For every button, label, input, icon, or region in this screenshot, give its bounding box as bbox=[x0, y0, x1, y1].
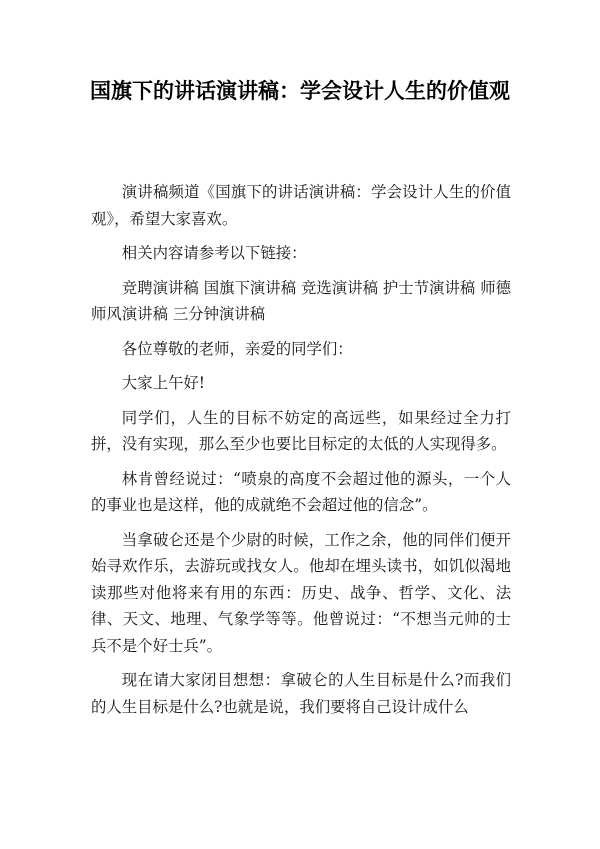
paragraph-links-label: 相关内容请参考以下链接： bbox=[121, 244, 307, 262]
document-body bbox=[91, 179, 511, 728]
paragraph-lincoln-quote: 林肯曾经说过：“喷泉的高度不会超过他的源头，一个人的事业也是这样，他的成就绝不会超过他的信念”。 bbox=[91, 469, 511, 514]
paragraph-related-links: 竞聘演讲稿 国旗下演讲稿 竞选演讲稿 护士节演讲稿 师德师风演讲稿 三分钟演讲稿 bbox=[91, 278, 511, 323]
paragraph-napoleon: 当拿破仑还是个少尉的时候，工作之余，他的同伴们便开始寻欢作乐，去游玩或找女人。他却在埋头读书，如饥似渴地读那些对他将来有用的东西：历史、战争、哲学、文化、法律、天文、地理、气象学等等。他曾说过：“不想当元帅的士兵不是个好士兵”。 bbox=[91, 530, 511, 655]
document-title: 国旗下的讲话演讲稿：学会设计人生的价值观 bbox=[90, 79, 510, 103]
paragraph-intro: 演讲稿频道《国旗下的讲话演讲稿：学会设计人生的价值观》，希望大家喜欢。 bbox=[91, 183, 511, 228]
paragraph-greeting: 各位尊敬的老师，亲爱的同学们： bbox=[121, 339, 353, 358]
paragraph-goals: 同学们，人生的目标不妨定的高远些，如果经过全力打拼，没有实现，那么至少也要比目标定的太低的人实现得多。 bbox=[91, 408, 511, 453]
paragraph-good-morning: 大家上午好! bbox=[121, 374, 205, 392]
paragraph-reflection: 现在请大家闭目想想：拿破仑的人生目标是什么?而我们的人生目标是什么?也就是说，我们要将自己设计成什么 bbox=[91, 671, 511, 716]
